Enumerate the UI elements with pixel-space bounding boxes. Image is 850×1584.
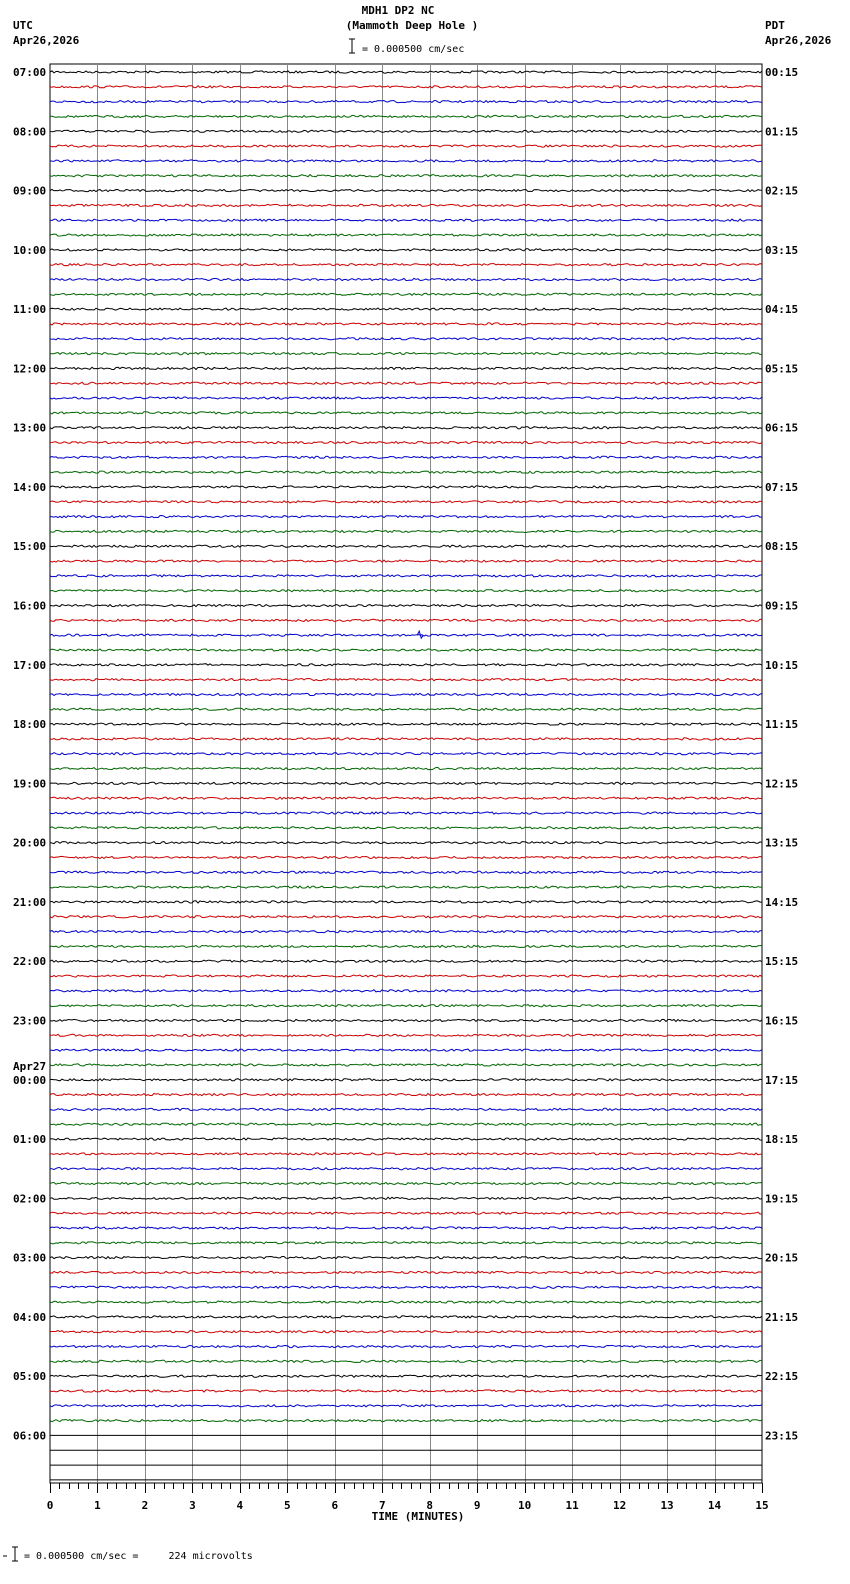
seismic-trace [50,412,762,414]
utc-hour-label: 03:00 [13,1251,47,1265]
seismic-trace [50,1271,762,1273]
seismic-trace [50,1390,762,1392]
x-tick-label: 7 [378,1499,386,1512]
seismic-trace [50,916,762,918]
seismic-trace [50,338,762,340]
seismic-trace [50,1168,762,1170]
utc-hour-label: 13:00 [13,421,47,435]
utc-hour-label: 01:00 [13,1133,47,1146]
pdt-hour-label: 02:15 [765,184,799,198]
seismic-trace [50,619,762,621]
seismic-trace [50,886,762,888]
seismic-trace [50,1316,762,1318]
seismic-trace [50,293,762,295]
pdt-hour-label: 19:15 [765,1192,799,1206]
seismic-trace [50,427,762,429]
utc-hour-label: 10:00 [13,243,47,257]
seismic-trace [50,575,762,577]
station-title: MDH1 DP2 NC [361,4,435,17]
footer-calibration: = 0.000500 cm/sec = 224 microvolts [24,1551,253,1562]
x-tick-label: 3 [189,1499,196,1512]
scale-label: = 0.000500 cm/sec [362,44,465,55]
pdt-hour-label: 13:15 [765,836,799,850]
seismic-trace [50,782,762,784]
utc-hour-label: 02:00 [13,1192,47,1206]
left-timezone: UTC [13,19,33,32]
utc-hour-label: 20:00 [13,836,47,850]
seismic-trace [50,723,762,725]
right-date: Apr26,2026 [765,34,832,47]
pdt-hour-label: 08:15 [765,540,799,554]
seismic-trace [50,382,762,384]
seismic-trace [50,367,762,369]
seismic-trace [50,1034,762,1036]
utc-hour-label: 18:00 [13,718,47,732]
seismic-trace [50,204,762,206]
seismic-trace [50,501,762,503]
plot-frame [50,64,762,1483]
seismic-trace [50,1079,762,1081]
seismic-trace [50,1420,762,1422]
pdt-hour-label: 00:15 [765,66,799,79]
seismic-trace [50,679,762,681]
x-tick-label: 10 [518,1499,532,1512]
seismic-trace [50,604,762,606]
seismic-trace [50,1242,762,1244]
x-tick-label: 0 [46,1499,54,1512]
seismic-trace [50,86,762,88]
seismic-trace [50,856,762,858]
seismic-trace [50,160,762,162]
seismic-trace [50,1049,762,1051]
x-tick-label: 11 [565,1499,579,1512]
seismic-trace [50,560,762,562]
seismic-trace [50,1123,762,1125]
pdt-hour-label: 04:15 [765,303,799,317]
seismic-trace [50,145,762,147]
seismic-trace [50,190,762,192]
footer-scale-bar-icon [3,1547,18,1561]
pdt-hour-label: 16:15 [765,1014,799,1028]
seismic-trace [50,1301,762,1303]
utc-hour-label: 08:00 [13,125,47,139]
pdt-hour-label: 11:15 [765,718,799,732]
seismic-trace [50,1212,762,1214]
pdt-hour-label: 15:15 [765,955,799,969]
seismic-trace [50,249,762,251]
seismic-trace [50,101,762,103]
seismic-trace [50,901,762,903]
utc-hour-label: 14:00 [13,481,47,494]
seismic-trace [50,130,762,132]
seismic-trace [50,945,762,947]
pdt-hour-label: 14:15 [765,895,799,909]
utc-hour-label: 23:00 [13,1014,47,1028]
x-tick-label: 15 [755,1499,769,1512]
seismic-trace [50,842,762,844]
utc-hour-label: 21:00 [13,895,47,909]
x-tick-label: 2 [141,1499,149,1512]
seismic-trace [50,486,762,488]
x-tick-label: 5 [284,1499,291,1512]
seismic-trace [50,175,762,177]
seismic-trace [50,397,762,399]
pdt-hour-label: 18:15 [765,1133,799,1146]
seismic-trace [50,1019,762,1021]
utc-hour-label: 17:00 [13,658,47,672]
seismic-trace [50,1375,762,1377]
seismic-trace [50,264,762,266]
x-tick-label: 14 [707,1499,722,1512]
seismic-trace [50,1405,762,1407]
utc-hour-label: 07:00 [13,66,47,79]
seismic-trace [50,323,762,325]
seismic-trace [50,649,762,651]
left-date: Apr26,2026 [13,34,80,47]
seismic-trace [50,1005,762,1007]
seismic-trace [50,1182,762,1184]
pdt-hour-label: 21:15 [765,1310,799,1324]
seismic-trace [50,975,762,977]
x-tick-label: 13 [660,1499,674,1512]
seismic-trace [50,931,762,933]
pdt-hour-label: 03:15 [765,243,799,257]
seismic-trace [50,797,762,799]
seismic-trace [50,767,762,769]
seismic-trace [50,590,762,592]
scale-bar-icon [349,39,355,53]
seismic-trace [50,115,762,117]
seismic-trace [50,1153,762,1155]
utc-hour-label: 22:00 [13,955,47,969]
seismic-trace [50,516,762,518]
x-tick-label: 1 [94,1499,101,1512]
seismic-trace [50,1360,762,1362]
seismic-trace [50,234,762,236]
x-tick-label: 6 [331,1499,339,1512]
pdt-hour-label: 09:15 [765,599,799,613]
utc-hour-label: 04:00 [13,1310,47,1324]
seismic-trace [50,353,762,355]
seismic-trace [50,693,762,695]
seismic-trace [50,708,762,710]
seismic-trace [50,960,762,962]
seismic-trace [50,71,762,73]
utc-hour-label: 15:00 [13,540,47,554]
seismic-trace [50,753,762,755]
utc-hour-label: 11:00 [13,303,47,317]
pdt-hour-label: 12:15 [765,777,799,791]
x-tick-label: 8 [426,1499,434,1512]
seismic-trace [50,827,762,829]
pdt-hour-label: 22:15 [765,1370,799,1384]
seismic-trace [50,1257,762,1259]
utc-hour-label: 06:00 [13,1429,47,1443]
pdt-hour-label: 23:15 [765,1429,799,1443]
right-timezone: PDT [765,19,785,32]
seismic-trace [50,278,762,280]
seismic-trace [50,1064,762,1066]
x-tick-label: 9 [473,1499,481,1512]
seismic-trace [50,471,762,473]
x-axis-label: TIME (MINUTES) [371,1510,465,1523]
seismic-trace [50,1286,762,1288]
utc-date-change-label: Apr27 [13,1059,47,1073]
seismic-trace [50,738,762,740]
pdt-hour-label: 17:15 [765,1073,799,1087]
seismic-trace [50,441,762,443]
x-tick-label: 4 [236,1499,244,1512]
site-title: (Mammoth Deep Hole ) [345,19,479,32]
utc-hour-label: 19:00 [13,777,47,791]
seismic-trace [50,1108,762,1110]
seismic-trace [50,1227,762,1229]
seismic-trace [50,219,762,221]
seismic-trace [50,456,762,458]
seismic-trace [50,530,762,532]
utc-hour-label: 00:00 [13,1073,47,1087]
utc-hour-label: 09:00 [13,184,47,198]
pdt-hour-label: 01:15 [765,125,799,139]
pdt-hour-label: 07:15 [765,481,799,494]
utc-hour-label: 05:00 [13,1370,47,1384]
pdt-hour-label: 06:15 [765,421,799,435]
seismic-trace [50,1138,762,1140]
seismic-trace [50,1345,762,1347]
utc-hour-label: 16:00 [13,599,47,613]
utc-hour-label: 12:00 [13,362,47,376]
pdt-hour-label: 10:15 [765,658,799,672]
pdt-hour-label: 20:15 [765,1251,799,1265]
seismic-trace [50,1094,762,1096]
seismic-trace [50,1331,762,1333]
seismic-trace [50,990,762,992]
seismic-trace [50,308,762,310]
seismic-trace [50,1197,762,1199]
seismic-trace [50,634,762,636]
seismic-trace [50,812,762,814]
seismic-trace [50,871,762,873]
pdt-hour-label: 05:15 [765,362,799,376]
x-tick-label: 12 [612,1499,627,1512]
seismic-trace [50,664,762,666]
seismic-trace [50,545,762,547]
